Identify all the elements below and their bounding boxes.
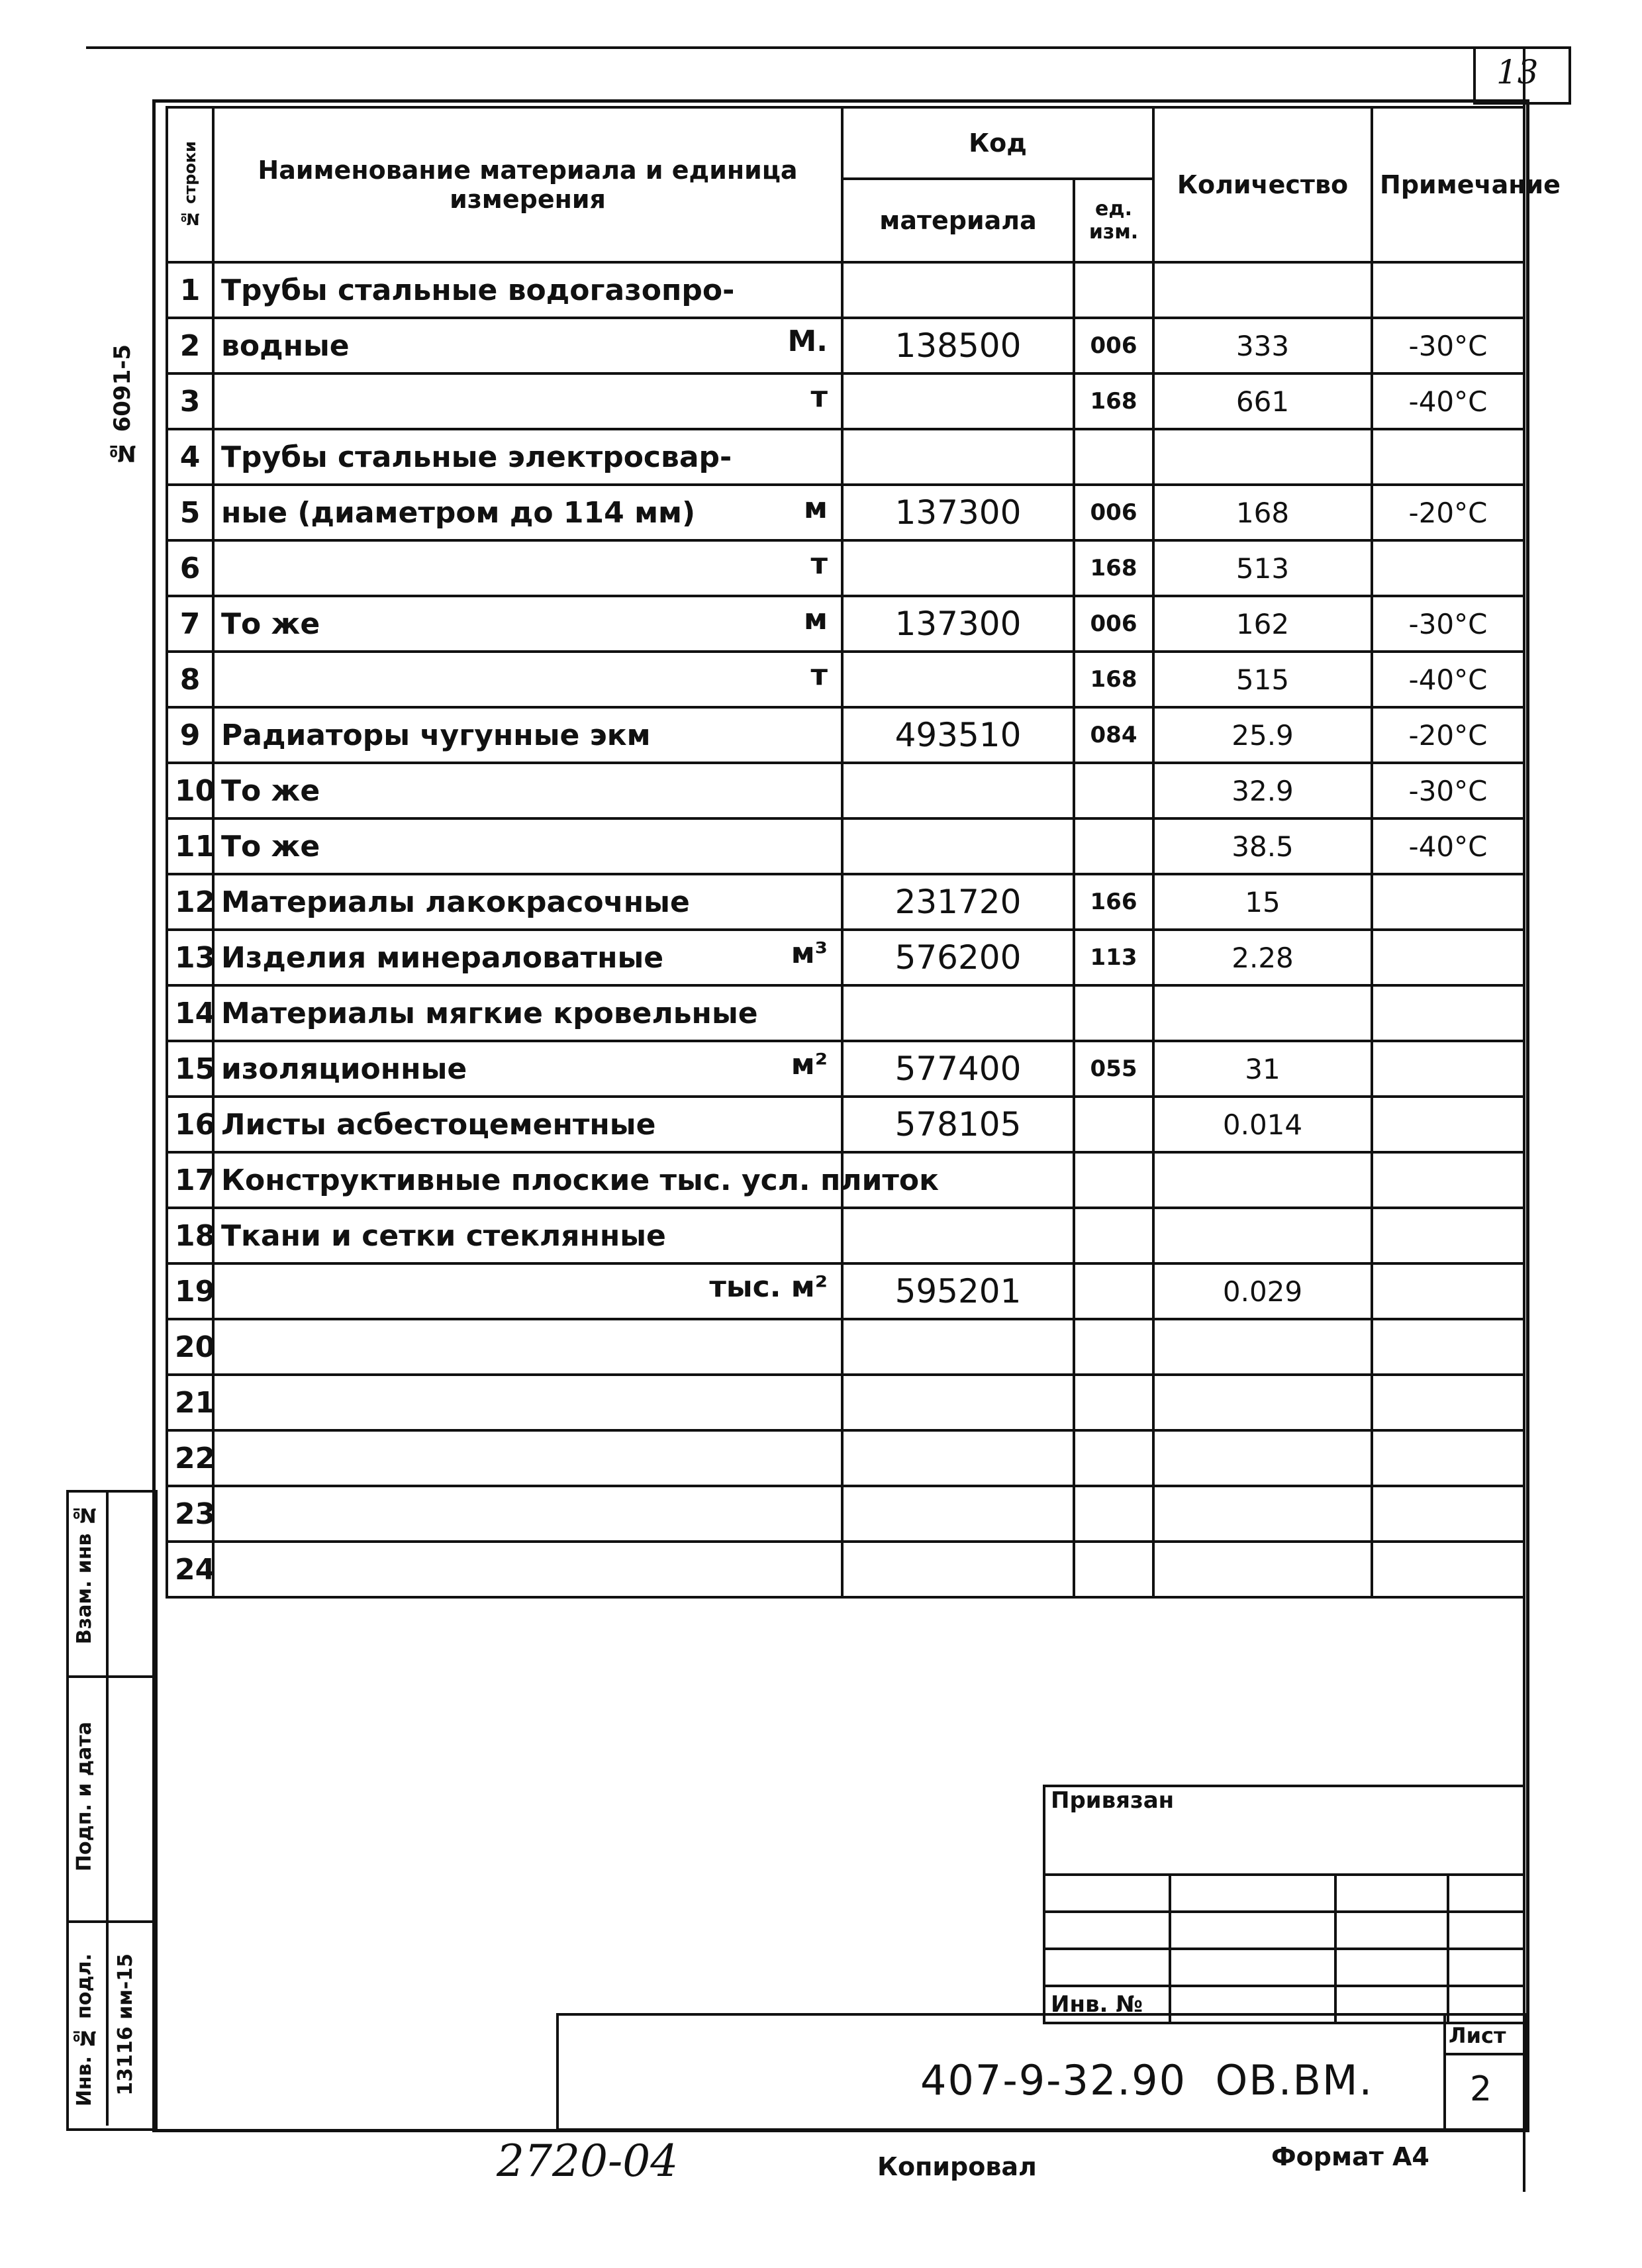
- material-code: [842, 373, 1074, 429]
- material-code: [842, 985, 1074, 1041]
- note: [1372, 1486, 1524, 1542]
- note: -20°С: [1372, 485, 1524, 540]
- unit-code: [1074, 818, 1153, 874]
- unit-code: [1074, 763, 1153, 818]
- table-row: [167, 818, 1524, 874]
- material-name-cell: [213, 262, 842, 318]
- material-unit: м: [804, 603, 828, 636]
- row-number: 16: [167, 1097, 213, 1152]
- quantity: [1153, 262, 1372, 318]
- table-row: [167, 707, 1524, 763]
- note: [1372, 1208, 1524, 1263]
- row-number: 4: [167, 429, 213, 485]
- material-code: [842, 1486, 1074, 1542]
- table-row: [167, 1319, 1524, 1375]
- quantity: [1153, 1542, 1372, 1597]
- material-code: 578105: [842, 1097, 1074, 1152]
- quantity: 661: [1153, 373, 1372, 429]
- material-name-cell: [213, 1208, 842, 1263]
- header-code-material: материала: [842, 179, 1074, 262]
- material-name-cell: [213, 874, 842, 930]
- left-box-label-1: Взам. инв №: [73, 1503, 96, 1645]
- note: [1372, 429, 1524, 485]
- inv-no-label: Инв. №: [1044, 1986, 1170, 2023]
- header-quantity: Количество: [1153, 107, 1372, 262]
- note: [1372, 1263, 1524, 1319]
- table-row: [167, 874, 1524, 930]
- unit-code: 168: [1074, 373, 1153, 429]
- table-row: [167, 1152, 1524, 1208]
- row-number: 2: [167, 318, 213, 373]
- note: [1372, 1041, 1524, 1097]
- material-code: [842, 763, 1074, 818]
- header-row-no: [167, 107, 213, 262]
- quantity: 168: [1153, 485, 1372, 540]
- material-name: То же: [221, 773, 320, 808]
- unit-code: [1074, 1375, 1153, 1430]
- unit-code: [1074, 1486, 1153, 1542]
- table-row: [167, 985, 1524, 1041]
- material-name-cell: [213, 1319, 842, 1375]
- material-code: 493510: [842, 707, 1074, 763]
- material-name-cell: [213, 485, 842, 540]
- quantity: 15: [1153, 874, 1372, 930]
- material-code: [842, 1542, 1074, 1597]
- unit-code: [1074, 1152, 1153, 1208]
- material-name-cell: [213, 318, 842, 373]
- material-name-cell: [213, 1430, 842, 1486]
- unit-code: [1074, 1430, 1153, 1486]
- row-number: 18: [167, 1208, 213, 1263]
- material-name-cell: [213, 540, 842, 596]
- unit-code: 168: [1074, 652, 1153, 707]
- unit-code: [1074, 985, 1153, 1041]
- material-name: Конструктивные плоские тыс. усл. плиток: [221, 1163, 940, 1197]
- material-code: [842, 1430, 1074, 1486]
- unit-code: [1074, 1542, 1153, 1597]
- table-row: [167, 1097, 1524, 1152]
- note: [1372, 874, 1524, 930]
- note: [1372, 540, 1524, 596]
- left-margin-h1: [66, 1675, 152, 1678]
- material-name: Трубы стальные водогазопро-: [221, 273, 735, 307]
- unit-code: 168: [1074, 540, 1153, 596]
- material-code: [842, 1208, 1074, 1263]
- format-label: Формат А4: [1271, 2142, 1429, 2171]
- material-name-cell: [213, 596, 842, 652]
- material-name: водные: [221, 328, 350, 363]
- sheet-number: 13: [1496, 53, 1539, 91]
- material-name: Изделия минераловатные: [221, 940, 664, 975]
- quantity: [1153, 1486, 1372, 1542]
- material-name-cell: [213, 1542, 842, 1597]
- material-unit: м³: [791, 936, 828, 970]
- row-number: 13: [167, 930, 213, 985]
- row-number: 19: [167, 1263, 213, 1319]
- material-code: [842, 540, 1074, 596]
- row-number: 24: [167, 1542, 213, 1597]
- material-code: [842, 1319, 1074, 1375]
- unit-code: [1074, 262, 1153, 318]
- material-name: ные (диаметром до 114 мм): [221, 495, 696, 530]
- row-number: 7: [167, 596, 213, 652]
- privyazan-label: Привязан: [1044, 1786, 1524, 1875]
- quantity: 25.9: [1153, 707, 1372, 763]
- material-code: [842, 652, 1074, 707]
- note: [1372, 985, 1524, 1041]
- table-row: [167, 1542, 1524, 1597]
- table-row: [167, 1375, 1524, 1430]
- table-row: [167, 485, 1524, 540]
- material-name-cell: [213, 930, 842, 985]
- left-box-label-3: Инв. № подл.: [73, 1953, 96, 2107]
- sheet-cell-divider: [1443, 2053, 1523, 2055]
- note: [1372, 262, 1524, 318]
- unit-code: [1074, 1263, 1153, 1319]
- quantity: 0.029: [1153, 1263, 1372, 1319]
- material-code: 138500: [842, 318, 1074, 373]
- handwritten-number: 2720-04: [497, 2136, 679, 2187]
- unit-code: 166: [1074, 874, 1153, 930]
- table-row: [167, 262, 1524, 318]
- quantity: 0.014: [1153, 1097, 1372, 1152]
- material-code: 137300: [842, 485, 1074, 540]
- note: -40°С: [1372, 818, 1524, 874]
- header-note: Примечание: [1372, 107, 1524, 262]
- material-name-cell: [213, 373, 842, 429]
- row-number: 23: [167, 1486, 213, 1542]
- quantity: 333: [1153, 318, 1372, 373]
- note: -20°С: [1372, 707, 1524, 763]
- unit-code: 113: [1074, 930, 1153, 985]
- material-name: То же: [221, 829, 320, 863]
- material-name-cell: [213, 1097, 842, 1152]
- unit-code: [1074, 1319, 1153, 1375]
- table-row: [167, 930, 1524, 985]
- unit-code: [1074, 1097, 1153, 1152]
- table-row: [167, 429, 1524, 485]
- quantity: 38.5: [1153, 818, 1372, 874]
- material-code: [842, 429, 1074, 485]
- note: -30°С: [1372, 596, 1524, 652]
- unit-code: [1074, 1208, 1153, 1263]
- material-code: [842, 818, 1074, 874]
- note: [1372, 1097, 1524, 1152]
- quantity: [1153, 429, 1372, 485]
- material-unit: М.: [787, 324, 828, 358]
- material-name: Ткани и сетки стеклянные: [221, 1218, 666, 1253]
- material-name: Листы асбестоцементные: [221, 1107, 656, 1142]
- material-name: Материалы мягкие кровельные: [221, 996, 758, 1030]
- row-number: 8: [167, 652, 213, 707]
- quantity: 31: [1153, 1041, 1372, 1097]
- note: -30°С: [1372, 763, 1524, 818]
- quantity: 32.9: [1153, 763, 1372, 818]
- quantity: [1153, 985, 1372, 1041]
- copied-label: Копировал: [877, 2152, 1037, 2181]
- material-name-cell: [213, 1263, 842, 1319]
- sheet-label: Лист: [1449, 2023, 1506, 2048]
- header-code-unit: ед. изм.: [1074, 179, 1153, 262]
- left-doc-number: № 6091-5: [109, 344, 136, 467]
- privyazan-block: [1043, 1785, 1525, 2024]
- row-number: 15: [167, 1041, 213, 1097]
- row-number: 6: [167, 540, 213, 596]
- quantity: [1153, 1152, 1372, 1208]
- header-row-no-text: № строки: [181, 141, 199, 228]
- material-name-cell: [213, 707, 842, 763]
- top-margin-line: [86, 46, 1569, 49]
- note: -30°С: [1372, 318, 1524, 373]
- row-number: 10: [167, 763, 213, 818]
- row-number: 1: [167, 262, 213, 318]
- table-row: [167, 540, 1524, 596]
- unit-code: 006: [1074, 596, 1153, 652]
- note: [1372, 930, 1524, 985]
- material-code: 576200: [842, 930, 1074, 985]
- note: -40°С: [1372, 373, 1524, 429]
- unit-code: [1074, 429, 1153, 485]
- quantity: [1153, 1319, 1372, 1375]
- material-code: 231720: [842, 874, 1074, 930]
- table-row: [167, 596, 1524, 652]
- table-row: [167, 1486, 1524, 1542]
- material-unit: м²: [791, 1048, 828, 1081]
- material-code: 577400: [842, 1041, 1074, 1097]
- material-name: Материалы лакокрасочные: [221, 885, 690, 919]
- table-row: [167, 652, 1524, 707]
- note: [1372, 1375, 1524, 1430]
- quantity: 515: [1153, 652, 1372, 707]
- material-name-cell: [213, 1486, 842, 1542]
- left-margin-h2: [66, 1920, 152, 1923]
- material-name-cell: [213, 818, 842, 874]
- material-unit: т: [810, 658, 828, 692]
- material-name-cell: [213, 763, 842, 818]
- material-unit: т: [810, 380, 828, 414]
- material-unit: т: [810, 547, 828, 581]
- row-number: 20: [167, 1319, 213, 1375]
- note: [1372, 1430, 1524, 1486]
- unit-code: 055: [1074, 1041, 1153, 1097]
- material-unit: тыс. м²: [709, 1270, 828, 1304]
- row-number: 12: [167, 874, 213, 930]
- table-row: [167, 1263, 1524, 1319]
- row-number: 21: [167, 1375, 213, 1430]
- material-code: [842, 262, 1074, 318]
- document-code: 407-9-32.90 ОВ.ВМ.: [920, 2056, 1374, 2104]
- material-code: 595201: [842, 1263, 1074, 1319]
- material-name-cell: [213, 652, 842, 707]
- material-name-cell: [213, 985, 842, 1041]
- row-number: 11: [167, 818, 213, 874]
- header-code: Код: [842, 107, 1153, 179]
- row-number: 22: [167, 1430, 213, 1486]
- header-name: Наименование материала и единица измерения: [213, 107, 842, 262]
- table-row: [167, 1041, 1524, 1097]
- quantity: 513: [1153, 540, 1372, 596]
- material-name: То же: [221, 607, 320, 641]
- row-number: 14: [167, 985, 213, 1041]
- note: -40°С: [1372, 652, 1524, 707]
- material-name-cell: [213, 429, 842, 485]
- row-number: 17: [167, 1152, 213, 1208]
- row-number: 9: [167, 707, 213, 763]
- note: [1372, 1542, 1524, 1597]
- left-box-label-2: Подп. и дата: [73, 1722, 96, 1872]
- row-number: 5: [167, 485, 213, 540]
- table-row: [167, 318, 1524, 373]
- row-number: 3: [167, 373, 213, 429]
- table-row: [167, 763, 1524, 818]
- material-name: изоляционные: [221, 1052, 467, 1086]
- material-code: [842, 1375, 1074, 1430]
- quantity: [1153, 1375, 1372, 1430]
- left-box-label-4: 13116 им-15: [114, 1953, 137, 2096]
- note: [1372, 1319, 1524, 1375]
- material-name-cell: [213, 1152, 940, 1208]
- unit-code: 084: [1074, 707, 1153, 763]
- unit-code: 006: [1074, 485, 1153, 540]
- quantity: [1153, 1430, 1372, 1486]
- quantity: 2.28: [1153, 930, 1372, 985]
- quantity: 162: [1153, 596, 1372, 652]
- note: [1372, 1152, 1524, 1208]
- table-row: [167, 1430, 1524, 1486]
- left-margin-divider: [106, 1490, 109, 2126]
- material-unit: м: [804, 491, 828, 525]
- materials-table: [166, 106, 1561, 1599]
- material-name: Трубы стальные электросвар-: [221, 440, 732, 474]
- sheet-value: 2: [1470, 2069, 1492, 2109]
- material-name-cell: [213, 1375, 842, 1430]
- material-name-cell: [213, 1041, 842, 1097]
- table-row: [167, 373, 1524, 429]
- material-name: Радиаторы чугунные экм: [221, 718, 651, 752]
- unit-code: 006: [1074, 318, 1153, 373]
- material-code: 137300: [842, 596, 1074, 652]
- table-row: [167, 1208, 1524, 1263]
- quantity: [1153, 1208, 1372, 1263]
